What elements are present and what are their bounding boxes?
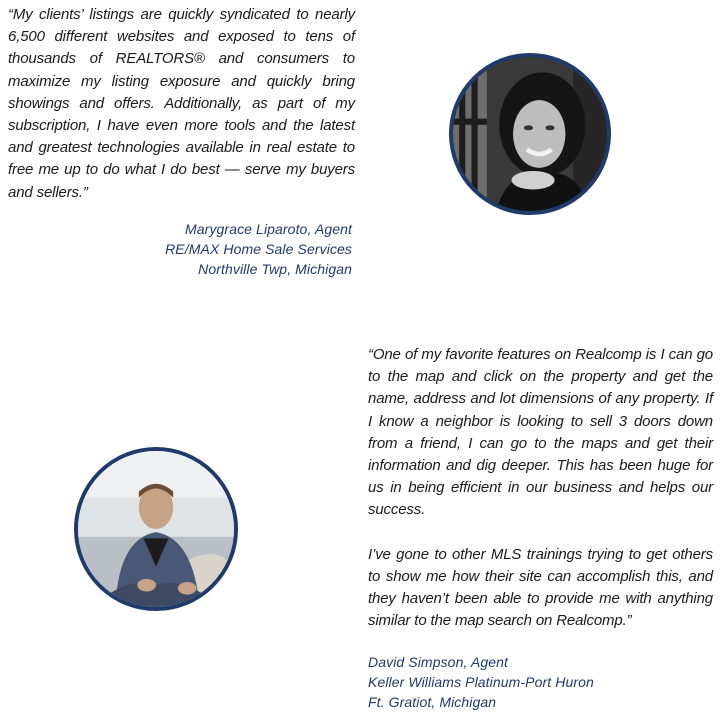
man-portrait-image — [78, 451, 234, 607]
woman-portrait-image — [453, 57, 607, 211]
agent-company: Keller Williams Platinum-Port Huron — [368, 674, 594, 690]
testimonial-quote-2 — [368, 344, 713, 632]
portrait-photo-man — [74, 447, 238, 611]
quote-paragraph: “One of my favorite features on Realcomp is I can go to the map and click on the property and get the name, address and lot dimensions of any property. If I know a neighbor is looking to sell 3 doors down from a friend, I can go to the maps and get their information and dig deeper. This has been huge for us in being efficient in our business and helps our success. — [368, 346, 713, 519]
testimonial-quote-1 — [8, 4, 355, 204]
quote-paragraph: I’ve gone to other MLS trainings trying to get others to show me how their site can accomplish this, and they haven’t been able to provide me with anything similar to the map search on Realcomp.” — [368, 545, 713, 630]
agent-location: Northville Twp, Michigan — [198, 261, 352, 277]
agent-name: David Simpson, Agent — [368, 654, 508, 670]
testimonial-attribution-1 — [165, 219, 352, 279]
portrait-photo-woman — [449, 53, 611, 215]
quote-text: “My clients’ listings are quickly syndicated to nearly 6,500 different websites and exposed to tens of thousands of REALTORS® and consumers to maximize my listing exposure and quickly bring showings and offers. Additionally, as part of my subscription, I have even more tools and the latest and greatest technologies available in real estate to free me up to do what I do best — serve my buyers and sellers.” — [8, 6, 355, 201]
agent-location: Ft. Gratiot, Michigan — [368, 694, 497, 710]
agent-name: Marygrace Liparoto, Agent — [185, 221, 352, 237]
testimonial-attribution-2 — [368, 652, 594, 712]
agent-company: RE/MAX Home Sale Services — [165, 241, 352, 257]
